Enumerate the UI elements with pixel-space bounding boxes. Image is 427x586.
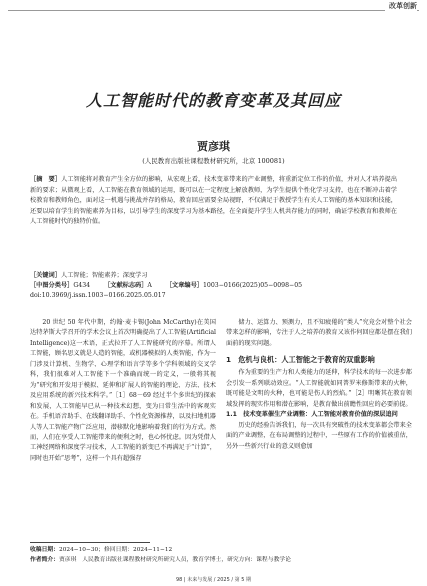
article-number-value: 1003−0166(2025)05−0098−05 (202, 282, 303, 289)
abstract (30, 175, 397, 228)
clc-value: G434 (73, 282, 91, 289)
abstract-label: ［摘 要］ (30, 176, 62, 183)
intro-paragraph: 20 世纪 50 年代中期，约翰·麦卡锡(John McCarthy)在美国达特茅斯大学召开的学术会议上首次明确提出了人工智能(Artificial Intelligence)这一术语，正式拉开了人工智能研究的序幕。所谓人工智能，顾名思义就是人造的智能，或机器模拟的人类智能，作为一门涉及计算机、生物学、心理学和语言学等多个学科领域的交叉学科，我们很难对人工智能下一个准确而统一的定义，一般将其视为“研究和开发用于模拟、延伸和扩展人的智能的理论、方法、技术及应用系统的新兴技术科学。”［1］68－69 经过半个多世纪的探索和发展，人工智能早已从一种技术幻想，变为日常生活中的客观实在。手机语音助手、在线翻译助手、个性化资源推荐，以及扫地机器人等人工智能产物广泛应用，潜移默化地影响着我们的行为方式。然而，人们在享受人工智能带来的便利之时，也心怀忧虑。因为凭借人工神经网络和深度学习技术，人工智能的新变已不再满足于“计算”，同时也开始“思考”，这样一个具有超强存 (30, 319, 216, 462)
page-footer: 98 | 未来与发展 / 2025 / 第 5 期 (175, 577, 252, 583)
body-right-column (226, 318, 412, 452)
article-number-label: ［文章编号］ (165, 282, 203, 289)
footnote-received (30, 546, 412, 555)
abstract-text: 人工智能将对教育产生全方位的影响，从宏观上看，技术变革带来的产业调整，将重新定位工作的价值，并对人才培养提出新的要求；从微观上看，人工智能在教育领域的运用，既可以在一定程度上解放教师，为学生提供个性化学习支持，也在不断冲击着学校教育和教师角色，面对这一机遇与挑战并存的格局，教育回应需要全局视野，不仅满足于教授学生有关人工智能的基本知识和技能，还要以培育学生的智能素养为目标，以引导学生的深度学习为基本路径，在全面提升学生人机共存能力的同时，确证学校教育和教师在人工智能时代的独特价值。 (30, 176, 398, 226)
doc-value: A (147, 282, 152, 289)
clc-label: ［中图分类号］ (30, 282, 74, 289)
bio-label: 作者简介： (30, 557, 59, 563)
continued-paragraph: 储力、运算力、预测力，且不知疲倦的“类人”究竟会对整个社会带来怎样的影响，专注于人之培养的教育又该作何回应都是摆在我们面前的现实问题。 (226, 319, 412, 347)
classification-row (30, 281, 302, 291)
section-heading: 1 危机与良机：人工智能之于教育的双重影响 (226, 355, 375, 365)
received-value: 2024−10−30；修回日期：2024−11−12 (59, 547, 173, 553)
doc-label: ［文献标志码］ (104, 282, 148, 289)
doi-row (30, 291, 166, 301)
received-label: 收稿日期： (30, 547, 59, 553)
subsection-heading: 1.1 技术变革催生产业调整：人工智能对教育价值的深层追问 (226, 411, 398, 419)
footnote-rule (30, 542, 150, 543)
keywords-text: 人工智能；智能素养；深度学习 (60, 272, 148, 279)
article-title: 人工智能时代的教育变革及其回应 (85, 91, 341, 110)
footnote-bio (30, 556, 412, 565)
header-rule (8, 10, 419, 11)
author-name: 贾彦琪 (197, 140, 230, 153)
keywords-row (30, 271, 148, 281)
keywords-label: ［关键词］ (30, 272, 61, 279)
section-label: 改革创新 (385, 1, 417, 11)
body-left-column (30, 318, 216, 464)
doi-link[interactable]: doi:10.3969/j.issn.1003−0166.2025.05.017 (30, 292, 166, 299)
bio-value: 贾彦琪 人民教育出版社课程教材研究所研究人员，教育学博士，研究方向：课程与教学论 (59, 557, 291, 563)
section-paragraph: 作为重要的生产力和人类能力的延伸，科学技术的每一次进步都会引发一系列联动效应。“人工智能就如同普罗米修斯带来的火种，既可能是文明的火种，也可能是伤人的烈焰。”［2］明晰其在教育领域发挥的现实作用和潜在影响，是教育做出前瞻性回应的必要前提。 (226, 369, 412, 408)
subsection-paragraph: 历史的经验告诉我们，每一次具有突破性的技术变革都会带来全面的产业调整，在布局调整的过程中，一些原有工作的价值被重估，另外一些新兴行业的意义则愈加 (226, 421, 412, 450)
author-affiliation: (人民教育出版社课程教材研究所，北京 100081) (142, 157, 285, 165)
